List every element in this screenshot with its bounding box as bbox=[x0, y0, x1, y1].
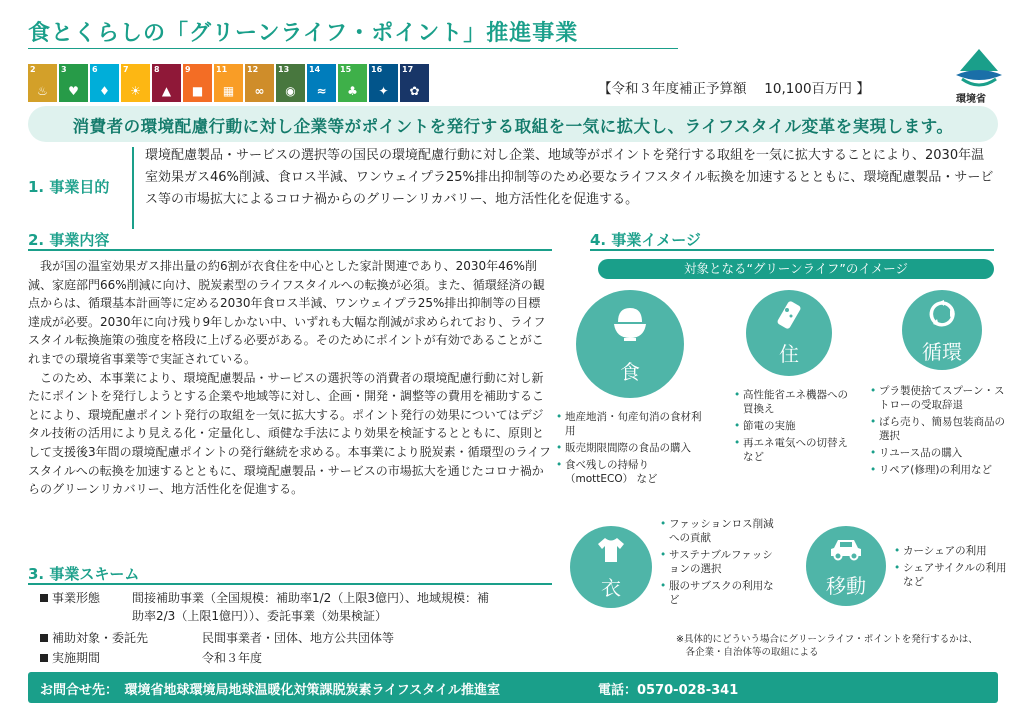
sdg-number: 6 bbox=[92, 65, 98, 74]
sdg-number: 8 bbox=[154, 65, 160, 74]
sdg-tile bbox=[214, 64, 243, 102]
heartbeat-icon: ♥ bbox=[68, 84, 79, 98]
home-circle bbox=[746, 290, 832, 376]
sdg-tile bbox=[276, 64, 305, 102]
sdg-tile bbox=[183, 64, 212, 102]
scheme-label: 事業形態 bbox=[52, 591, 101, 605]
image-rule bbox=[590, 249, 994, 251]
content-heading: 2. 事業内容 bbox=[28, 231, 110, 249]
list-item: • リペア(修理)の利用など bbox=[870, 463, 1010, 477]
sdg-tile bbox=[59, 64, 88, 102]
image-subtitle-pill: 対象となる“グリーンライフ”のイメージ bbox=[598, 259, 994, 279]
sdg-tile bbox=[152, 64, 181, 102]
list-item: • 服のサブスクの利用など bbox=[660, 579, 780, 607]
home-list bbox=[734, 388, 859, 467]
sdg-tile bbox=[369, 64, 398, 102]
scheme-value: 令和３年度 bbox=[202, 651, 263, 665]
sdg-number: 12 bbox=[247, 65, 259, 74]
food-circle bbox=[576, 290, 684, 398]
scheme-row-target bbox=[40, 630, 148, 647]
summary-banner bbox=[28, 106, 998, 142]
scheme-row-type bbox=[40, 590, 100, 607]
recycle-list bbox=[870, 384, 1010, 480]
mobility-list bbox=[894, 544, 1018, 592]
footnote: ※具体的にどういう場合にグリーンライフ・ポイントを発行するかは、 各企業・自治体等の取組による bbox=[676, 634, 978, 658]
list-item: • ばら売り、簡易包装商品の選択 bbox=[870, 415, 1010, 443]
recycle-icon bbox=[928, 300, 956, 328]
eye-icon: ◉ bbox=[285, 84, 296, 98]
content-paragraph-1: 我が国の温室効果ガス排出量の約6割が衣食住を中心とした家計関連であり、2030年46%削減、家庭部門66%削減に向け、脱炭素型のライフスタイルへの転換が必須。また、循環経済の観点からは、循環基本計画等に定める2030年食ロス半減、ワンウェイプラ25%排出抑制等の目標達成が必要。2030年に向け残り9年しかない中、いずれも大幅な削減が求められており、ライフスタイル転換施策の強度を格段に上げる必要がある。そのためにポイントが有効であることがこれまでの環境省事業等で実証されている。 bbox=[28, 259, 546, 366]
sdg-number: 11 bbox=[216, 65, 228, 74]
food-label: 食 bbox=[620, 360, 640, 384]
fish-icon: ≈ bbox=[316, 84, 327, 98]
summary-text: 消費者の環境配慮行動に対し企業等がポイントを発行する取組を一気に拡大し、ライフスタイル変革を実現します。 bbox=[72, 117, 954, 136]
contact-phone: 電話：0570-028-341 bbox=[598, 683, 739, 698]
sdg-number: 13 bbox=[278, 65, 290, 74]
list-item: • シェアサイクルの利用 など bbox=[894, 561, 1014, 589]
car-icon bbox=[828, 534, 864, 562]
clothes-label: 衣 bbox=[601, 576, 621, 600]
sdg-number: 17 bbox=[402, 65, 414, 74]
sun-icon: ☀ bbox=[130, 84, 141, 98]
sdg-icons bbox=[28, 64, 429, 102]
mobility-circle bbox=[806, 526, 886, 606]
purpose-text: 環境配慮製品・サービスの選択等の国民の環境配慮行動に対し企業、地域等がポイントを発行する取組を一気に拡大することにより、2030年温室効果ガス46%削減、食ロス半減、ワンウェイプラ25%排出抑制等のため必要なライフスタイル転換を加速するとともに、環境配慮製品・サービス等の市場拡大によるコロナ禍からのグリーンリカバリー、地方活性化を促進する。 bbox=[145, 148, 994, 207]
mobility-label: 移動 bbox=[826, 574, 866, 598]
contact-bar bbox=[28, 672, 998, 703]
content-paragraph-2: このため、本事業により、環境配慮製品・サービスの選択等の消費者の環境配慮行動に対し新たにポイントを発行しようとする企業や地域等に対し、企画・開発・調整等の費用を補助することにより、環境配慮ポイント発行の取組を一気に拡大する。ポイント発行の効果についてはデジタル技術の活用により見える化・定量化し、頑健な手法により効果を検証するとともに、原則として支援後3年間の環境配慮ポイントの発行継続を求める。本事業により脱炭素・循環型のライフスタイルへの転換を加速するとともに、環境配慮製品・サービスの市場拡大を通じたコロナ禍からのグリーンリカバリー、地方活性化を促進する。 bbox=[28, 370, 551, 497]
sdg-tile bbox=[400, 64, 429, 102]
scheme-value-cont: 助率2/3（上限1億円））、委託事業（効果検証） bbox=[132, 609, 387, 623]
title-underline bbox=[28, 48, 678, 49]
sdg-tile bbox=[28, 64, 57, 102]
list-item: • プラ製使捨てスプーン・ストローの受取辞退 bbox=[870, 384, 1010, 412]
scheme-row-period bbox=[40, 650, 100, 667]
list-item: • カーシェアの利用 bbox=[894, 544, 1014, 558]
sdg-number: 2 bbox=[30, 65, 36, 74]
clothes-list bbox=[660, 517, 780, 610]
content-body bbox=[28, 257, 552, 499]
scheme-label: 補助対象・委託先 bbox=[52, 631, 149, 645]
ministry-name: 環境省 bbox=[956, 94, 986, 105]
recycle-circle bbox=[902, 290, 982, 370]
bullet-square-icon bbox=[40, 594, 48, 602]
tshirt-icon bbox=[596, 536, 626, 564]
clothes-circle bbox=[570, 526, 652, 608]
bullet-square-icon bbox=[40, 654, 48, 662]
list-item: • 高性能省エネ機器への買換え bbox=[734, 388, 854, 416]
contact-label: お問合せ先： 環境省地球環境局地球温暖化対策課脱炭素ライフスタイル推進室 bbox=[40, 683, 500, 698]
scheme-rule bbox=[28, 583, 552, 585]
page-title: 食とくらしの「グリーンライフ・ポイント」推進事業 bbox=[28, 21, 579, 46]
content-rule bbox=[28, 249, 552, 251]
tree-icon: ♣ bbox=[347, 84, 358, 98]
home-label: 住 bbox=[779, 342, 799, 366]
list-item: • 節電の実施 bbox=[734, 419, 854, 433]
city-icon: ▦ bbox=[222, 84, 235, 98]
list-item: • サステナブルファッションの選択 bbox=[660, 548, 780, 576]
scheme-value: 民間事業者・団体、地方公共団体等 bbox=[202, 631, 395, 645]
sdg-tile bbox=[121, 64, 150, 102]
dove-icon: ✦ bbox=[378, 84, 389, 98]
list-item: • 販売期限間際の食品の購入 bbox=[556, 441, 706, 455]
list-item: • ファッションロス削減への貢献 bbox=[660, 517, 780, 545]
sdg-tile bbox=[338, 64, 367, 102]
sdg-tile bbox=[307, 64, 336, 102]
purpose-divider bbox=[132, 147, 134, 229]
sdg-number: 7 bbox=[123, 65, 129, 74]
sdg-number: 16 bbox=[371, 65, 383, 74]
purpose-heading: 1. 事業目的 bbox=[28, 178, 110, 196]
scheme-label: 実施期間 bbox=[52, 651, 101, 665]
remote-control-icon bbox=[774, 300, 804, 330]
budget-amount: 【令和３年度補正予算額 10,100百万円 】 bbox=[598, 81, 870, 97]
bowl-icon: ♨ bbox=[37, 84, 48, 98]
water-icon: ♦ bbox=[99, 84, 110, 98]
sdg-tile bbox=[90, 64, 119, 102]
bullet-square-icon bbox=[40, 634, 48, 642]
list-item: • リユース品の購入 bbox=[870, 446, 1010, 460]
image-heading: 4. 事業イメージ bbox=[590, 231, 701, 249]
food-list bbox=[556, 410, 706, 489]
sdg-number: 3 bbox=[61, 65, 67, 74]
recycle-label: 循環 bbox=[922, 340, 962, 364]
sdg-number: 15 bbox=[340, 65, 352, 74]
infinity-icon: ∞ bbox=[254, 84, 265, 98]
sdg-number: 14 bbox=[309, 65, 321, 74]
rice-bowl-icon bbox=[612, 304, 648, 342]
sdg-number: 9 bbox=[185, 65, 191, 74]
scheme-value: 間接補助事業（全国規模：補助率1/2（上限3億円）、地域規模：補 bbox=[132, 591, 489, 605]
sdg-tile bbox=[245, 64, 274, 102]
growth-icon: ▲ bbox=[161, 84, 172, 98]
list-item: • 地産地消・旬産旬消の食材利用 bbox=[556, 410, 706, 438]
list-item: • 食べ残しの持帰り（mottECO） など bbox=[556, 458, 706, 486]
scheme-heading: 3. 事業スキーム bbox=[28, 565, 140, 583]
cubes-icon: ■ bbox=[191, 84, 204, 98]
flower-icon: ✿ bbox=[409, 84, 420, 98]
list-item: • 再エネ電気への切替え など bbox=[734, 436, 854, 464]
